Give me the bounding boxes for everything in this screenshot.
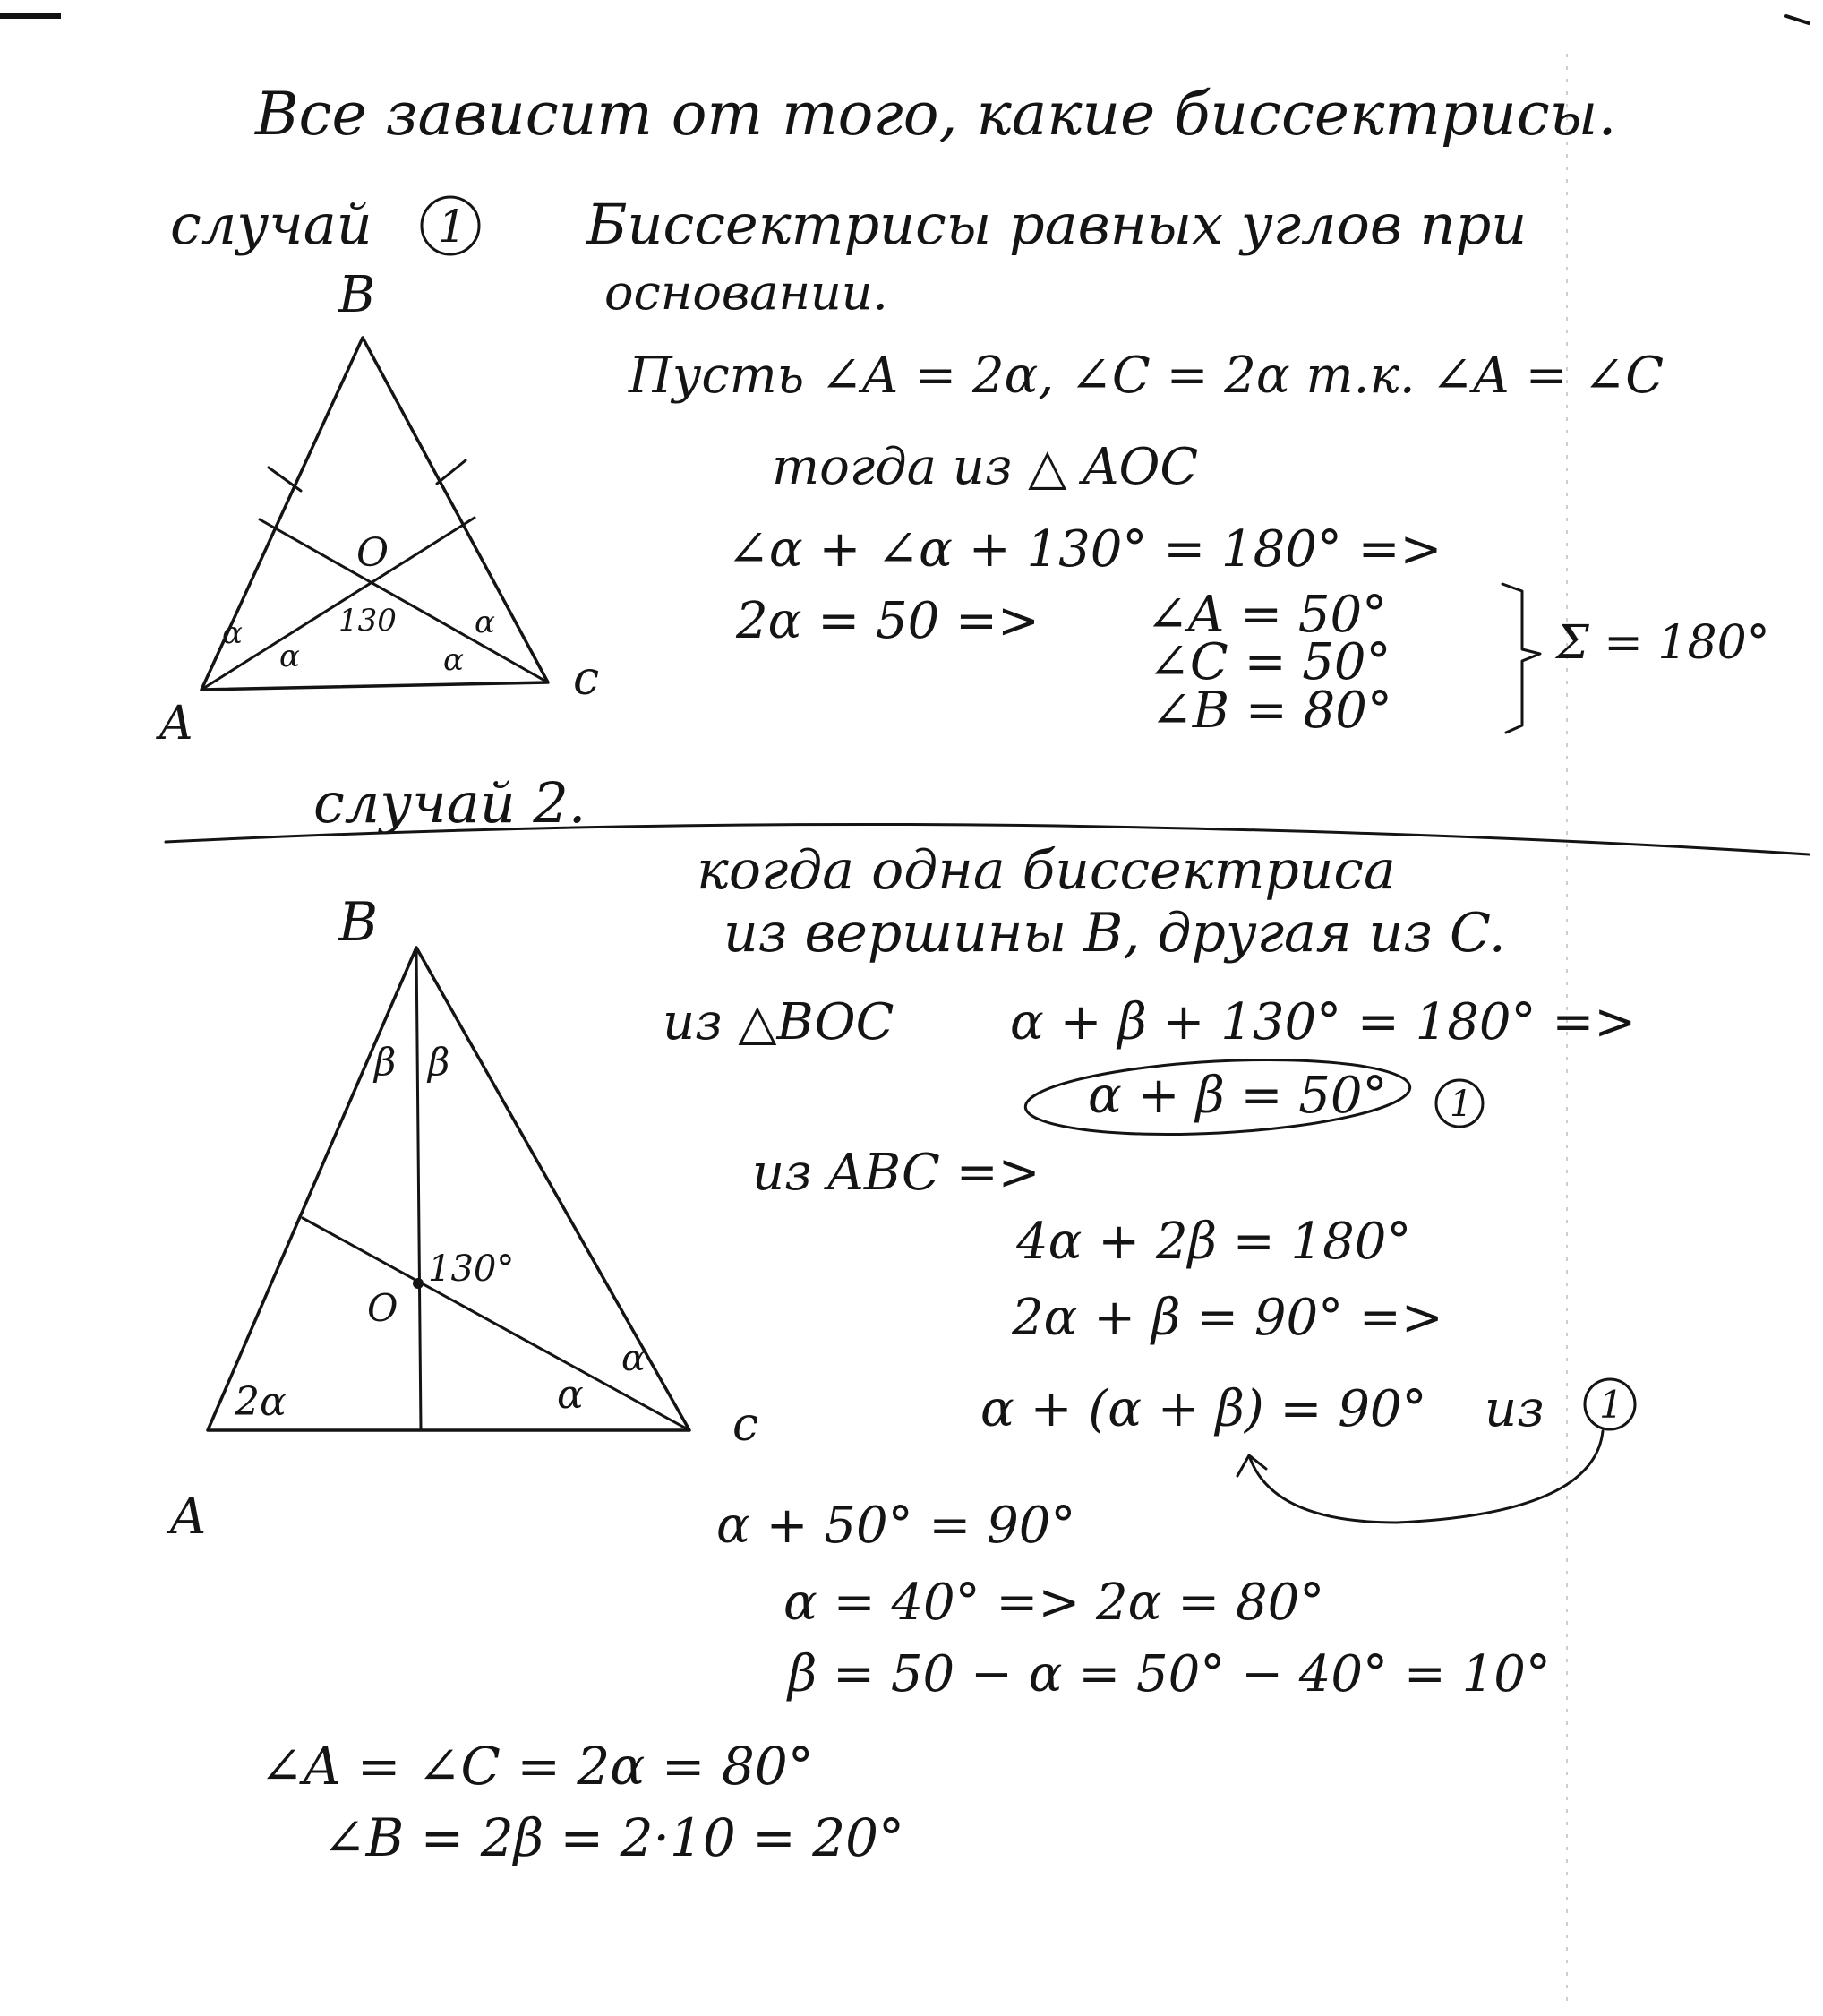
scan-mark-top-right bbox=[1786, 16, 1809, 23]
case2-angle-130: 130° bbox=[428, 1248, 515, 1290]
case2-beta-right: β bbox=[428, 1040, 450, 1084]
case2-bisector-from-b bbox=[416, 948, 421, 1430]
case2-point-o: O bbox=[367, 1286, 398, 1330]
case2-alpha-c-outer: α bbox=[621, 1338, 646, 1379]
case1-line-let: Пусть ∠A = 2α, ∠C = 2α т.к. ∠A = ∠C bbox=[629, 347, 1665, 405]
case2-line-substitution: α + (α + β) = 90° bbox=[980, 1380, 1427, 1438]
case1-point-o: O bbox=[356, 530, 389, 576]
case1-heading-text-cont: основании. bbox=[604, 264, 888, 321]
case2-desc-2: из вершины B, другая из C. bbox=[723, 902, 1506, 965]
case2-boxed-equation: α + β = 50° bbox=[1088, 1067, 1388, 1125]
case2-line-from-abc: из ABC => bbox=[752, 1144, 1040, 1202]
case2-ref-number-2: 1 bbox=[1599, 1383, 1623, 1427]
case1-tick-bc bbox=[437, 460, 466, 484]
case1-line-two-alpha: 2α = 50 => bbox=[736, 592, 1040, 650]
case2-triangle bbox=[208, 948, 689, 1430]
case2-line-4a-2b: 4α + 2β = 180° bbox=[1016, 1213, 1412, 1271]
case2-line-alpha-50: α + 50° = 90° bbox=[716, 1497, 1076, 1555]
case1-heading-text: Биссектрисы равных углов при bbox=[586, 192, 1528, 257]
case2-angle-a: 2α bbox=[235, 1379, 287, 1425]
case1-alpha-c-top: α bbox=[475, 605, 495, 640]
case1-angle-sum: Σ = 180° bbox=[1556, 616, 1770, 670]
case2-answer-a-c: ∠A = ∠C = 2α = 80° bbox=[260, 1736, 814, 1797]
case2-line-2a-b: 2α + β = 90° => bbox=[1012, 1289, 1443, 1347]
case2-desc-1: когда одна биссектриса bbox=[697, 839, 1396, 902]
case2-beta-left: β bbox=[374, 1040, 397, 1084]
case2-line-from-boc: из △BOC bbox=[663, 993, 894, 1051]
case2-line-ref-text: из bbox=[1485, 1380, 1545, 1438]
case2-line-sum-eq: α + β + 130° = 180° => bbox=[1010, 993, 1637, 1051]
case2-substitution-arrow bbox=[1237, 1431, 1603, 1523]
case1-vertex-a: A bbox=[159, 697, 193, 751]
case2-alpha-c-inner: α bbox=[557, 1372, 584, 1418]
case2-point-o-dot bbox=[413, 1278, 424, 1289]
case1-alpha-a-top: α bbox=[222, 615, 243, 651]
case1-heading-label: случай bbox=[170, 192, 372, 257]
case1-vertex-b: B bbox=[338, 266, 376, 324]
case2-ref-number: 1 bbox=[1450, 1084, 1473, 1125]
case1-tick-ab bbox=[269, 468, 301, 491]
case2-vertex-b: B bbox=[338, 891, 379, 954]
case1-triangle-figure bbox=[156, 266, 599, 751]
intro-line: Все зависит от того, какие биссектрисы. bbox=[255, 80, 1617, 149]
case1-result-c: ∠C = 50° bbox=[1148, 633, 1391, 691]
case2-line-beta: β = 50 − α = 50° − 40° = 10° bbox=[788, 1645, 1551, 1703]
case1-result-brace bbox=[1502, 584, 1540, 733]
case1-vertex-c: c bbox=[573, 652, 600, 706]
case2-line-alpha-40: α = 40° => 2α = 80° bbox=[783, 1574, 1325, 1632]
case2-answer-b: ∠B = 2β = 2·10 = 20° bbox=[322, 1807, 905, 1868]
case2-vertex-a: A bbox=[170, 1488, 207, 1546]
case1-result-b: ∠B = 80° bbox=[1151, 682, 1392, 740]
case2-vertex-c: c bbox=[732, 1398, 759, 1452]
case1-line-sum-eq: ∠α + ∠α + 130° = 180° => bbox=[727, 520, 1442, 579]
case1-angle-130: 130 bbox=[338, 603, 397, 639]
case1-alpha-c-bottom: α bbox=[443, 642, 464, 678]
case2-triangle-figure bbox=[166, 891, 758, 1546]
case2-heading: случай 2. bbox=[313, 770, 586, 836]
case1-line-then: тогда из △ AOC bbox=[772, 438, 1199, 496]
case1-result-a: ∠A = 50° bbox=[1146, 586, 1388, 644]
case1-heading-number: 1 bbox=[438, 201, 466, 253]
case1-alpha-a-bottom: α bbox=[279, 639, 300, 674]
